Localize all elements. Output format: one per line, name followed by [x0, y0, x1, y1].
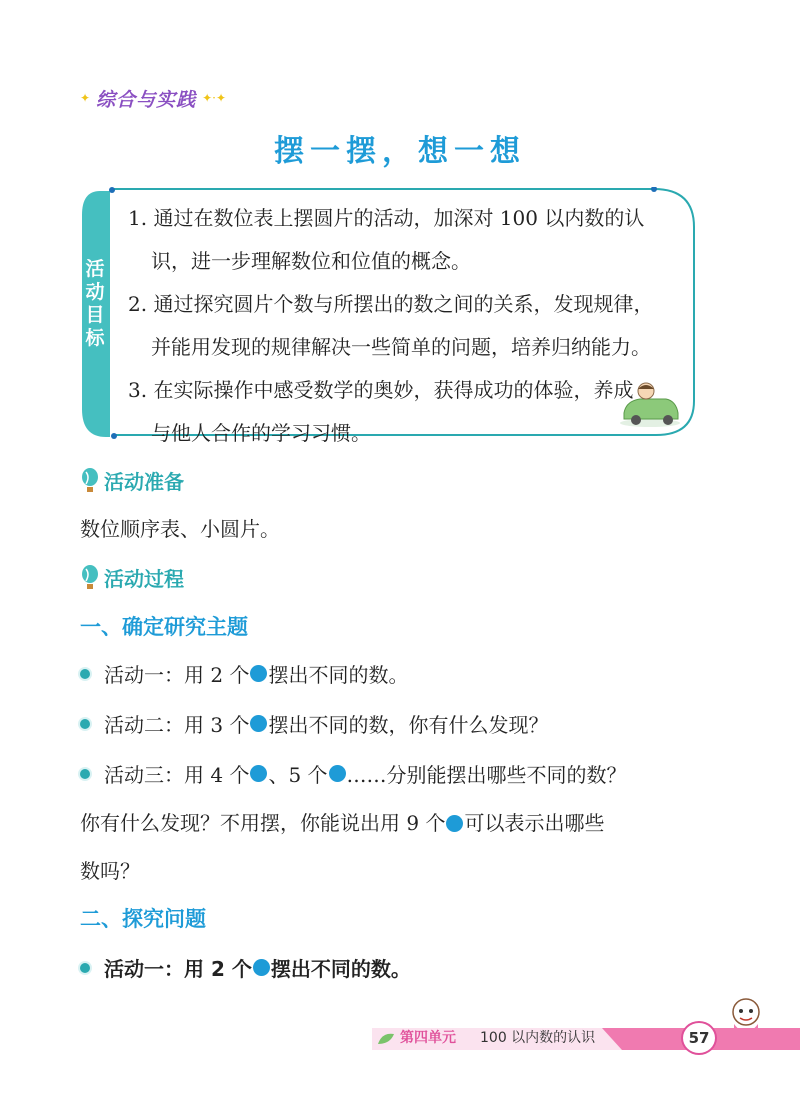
- page-number: 57: [681, 1021, 717, 1055]
- goals-label-char: 动: [85, 281, 105, 303]
- goal-item-2-line-2: 并能用发现的规律解决一些简单的问题，培养归纳能力。: [151, 335, 651, 359]
- activity-3: [80, 759, 627, 788]
- goals-label-char: 活: [85, 258, 105, 280]
- section-tag-label: 综合与实践: [96, 88, 197, 111]
- discovery-question: [80, 807, 604, 836]
- goals-label: [80, 258, 110, 350]
- bullet-icon: [80, 963, 90, 973]
- star-icon: ✦·✦: [202, 91, 227, 105]
- process-heading: [80, 563, 184, 592]
- mascot-illustration: [722, 994, 770, 1044]
- goal-item-1-line-1: 1. 通过在数位表上摆圆片的活动，加深对 100 以内数的认: [128, 206, 645, 230]
- activity-3-text-a: 活动三：用 4 个: [104, 763, 250, 787]
- activity-3-text-b: 、5 个: [268, 763, 328, 787]
- preparation-heading-label: 活动准备: [104, 470, 184, 494]
- goals-list: [128, 197, 698, 455]
- section-2-activity-1: [80, 953, 411, 982]
- goal-item-3-line-1: 3. 在实际操作中感受数学的奥妙，获得成功的体验，养成: [128, 378, 634, 402]
- activity-1: [80, 659, 408, 688]
- blue-disc-icon: [446, 815, 463, 832]
- activity-2-text-b: 摆出不同的数，你有什么发现？: [268, 713, 549, 737]
- activity-1-text-b: 摆出不同的数。: [268, 663, 409, 687]
- activity-3-text-c: ……分别能摆出哪些不同的数？: [346, 763, 627, 787]
- section-2-activity-1-text-a: 活动一：用 2 个: [104, 957, 252, 981]
- footer-unit: 第四单元: [400, 1030, 456, 1046]
- goals-label-char: 标: [85, 327, 105, 349]
- activity-2: [80, 709, 548, 738]
- discovery-question-a: 你有什么发现？不用摆，你能说出用 9 个: [80, 811, 446, 835]
- bullet-icon: [80, 769, 90, 779]
- goals-label-char: 目: [85, 304, 105, 326]
- section-2-activity-1-text-b: 摆出不同的数。: [270, 957, 411, 981]
- blue-disc-icon: [329, 765, 346, 782]
- process-heading-label: 活动过程: [104, 567, 184, 591]
- bullet-icon: [80, 669, 90, 679]
- blue-disc-icon: [253, 959, 270, 976]
- activity-2-text-a: 活动二：用 3 个: [104, 713, 250, 737]
- discovery-question-b: 可以表示出哪些: [464, 811, 605, 835]
- blue-disc-icon: [250, 765, 267, 782]
- balloon-icon: [80, 468, 100, 494]
- section-tag: [80, 84, 226, 112]
- corner-dot: [109, 187, 115, 193]
- corner-dot: [651, 187, 657, 192]
- page-title: 摆一摆，想一想: [274, 134, 526, 169]
- footer-title: 100 以内数的认识: [480, 1030, 596, 1046]
- blue-disc-icon: [250, 665, 267, 682]
- activity-1-text-a: 活动一：用 2 个: [104, 663, 250, 687]
- corner-dot: [111, 433, 117, 439]
- preparation-heading: [80, 466, 184, 495]
- goal-item-2-line-1: 2. 通过探究圆片个数与所摆出的数之间的关系，发现规律，: [128, 292, 654, 316]
- discovery-question-end: 数吗？: [80, 859, 140, 883]
- goal-item-3-line-2: 与他人合作的学习习惯。: [151, 421, 371, 445]
- section-1-title: 一、确定研究主题: [80, 615, 248, 639]
- preparation-text: 数位顺序表、小圆片。: [80, 517, 280, 541]
- balloon-icon: [80, 565, 100, 591]
- bullet-icon: [80, 719, 90, 729]
- section-2-title: 二、探究问题: [80, 907, 206, 931]
- goal-item-1-line-2: 识，进一步理解数位和位值的概念。: [151, 249, 471, 273]
- star-icon: ✦: [80, 91, 91, 105]
- blue-disc-icon: [250, 715, 267, 732]
